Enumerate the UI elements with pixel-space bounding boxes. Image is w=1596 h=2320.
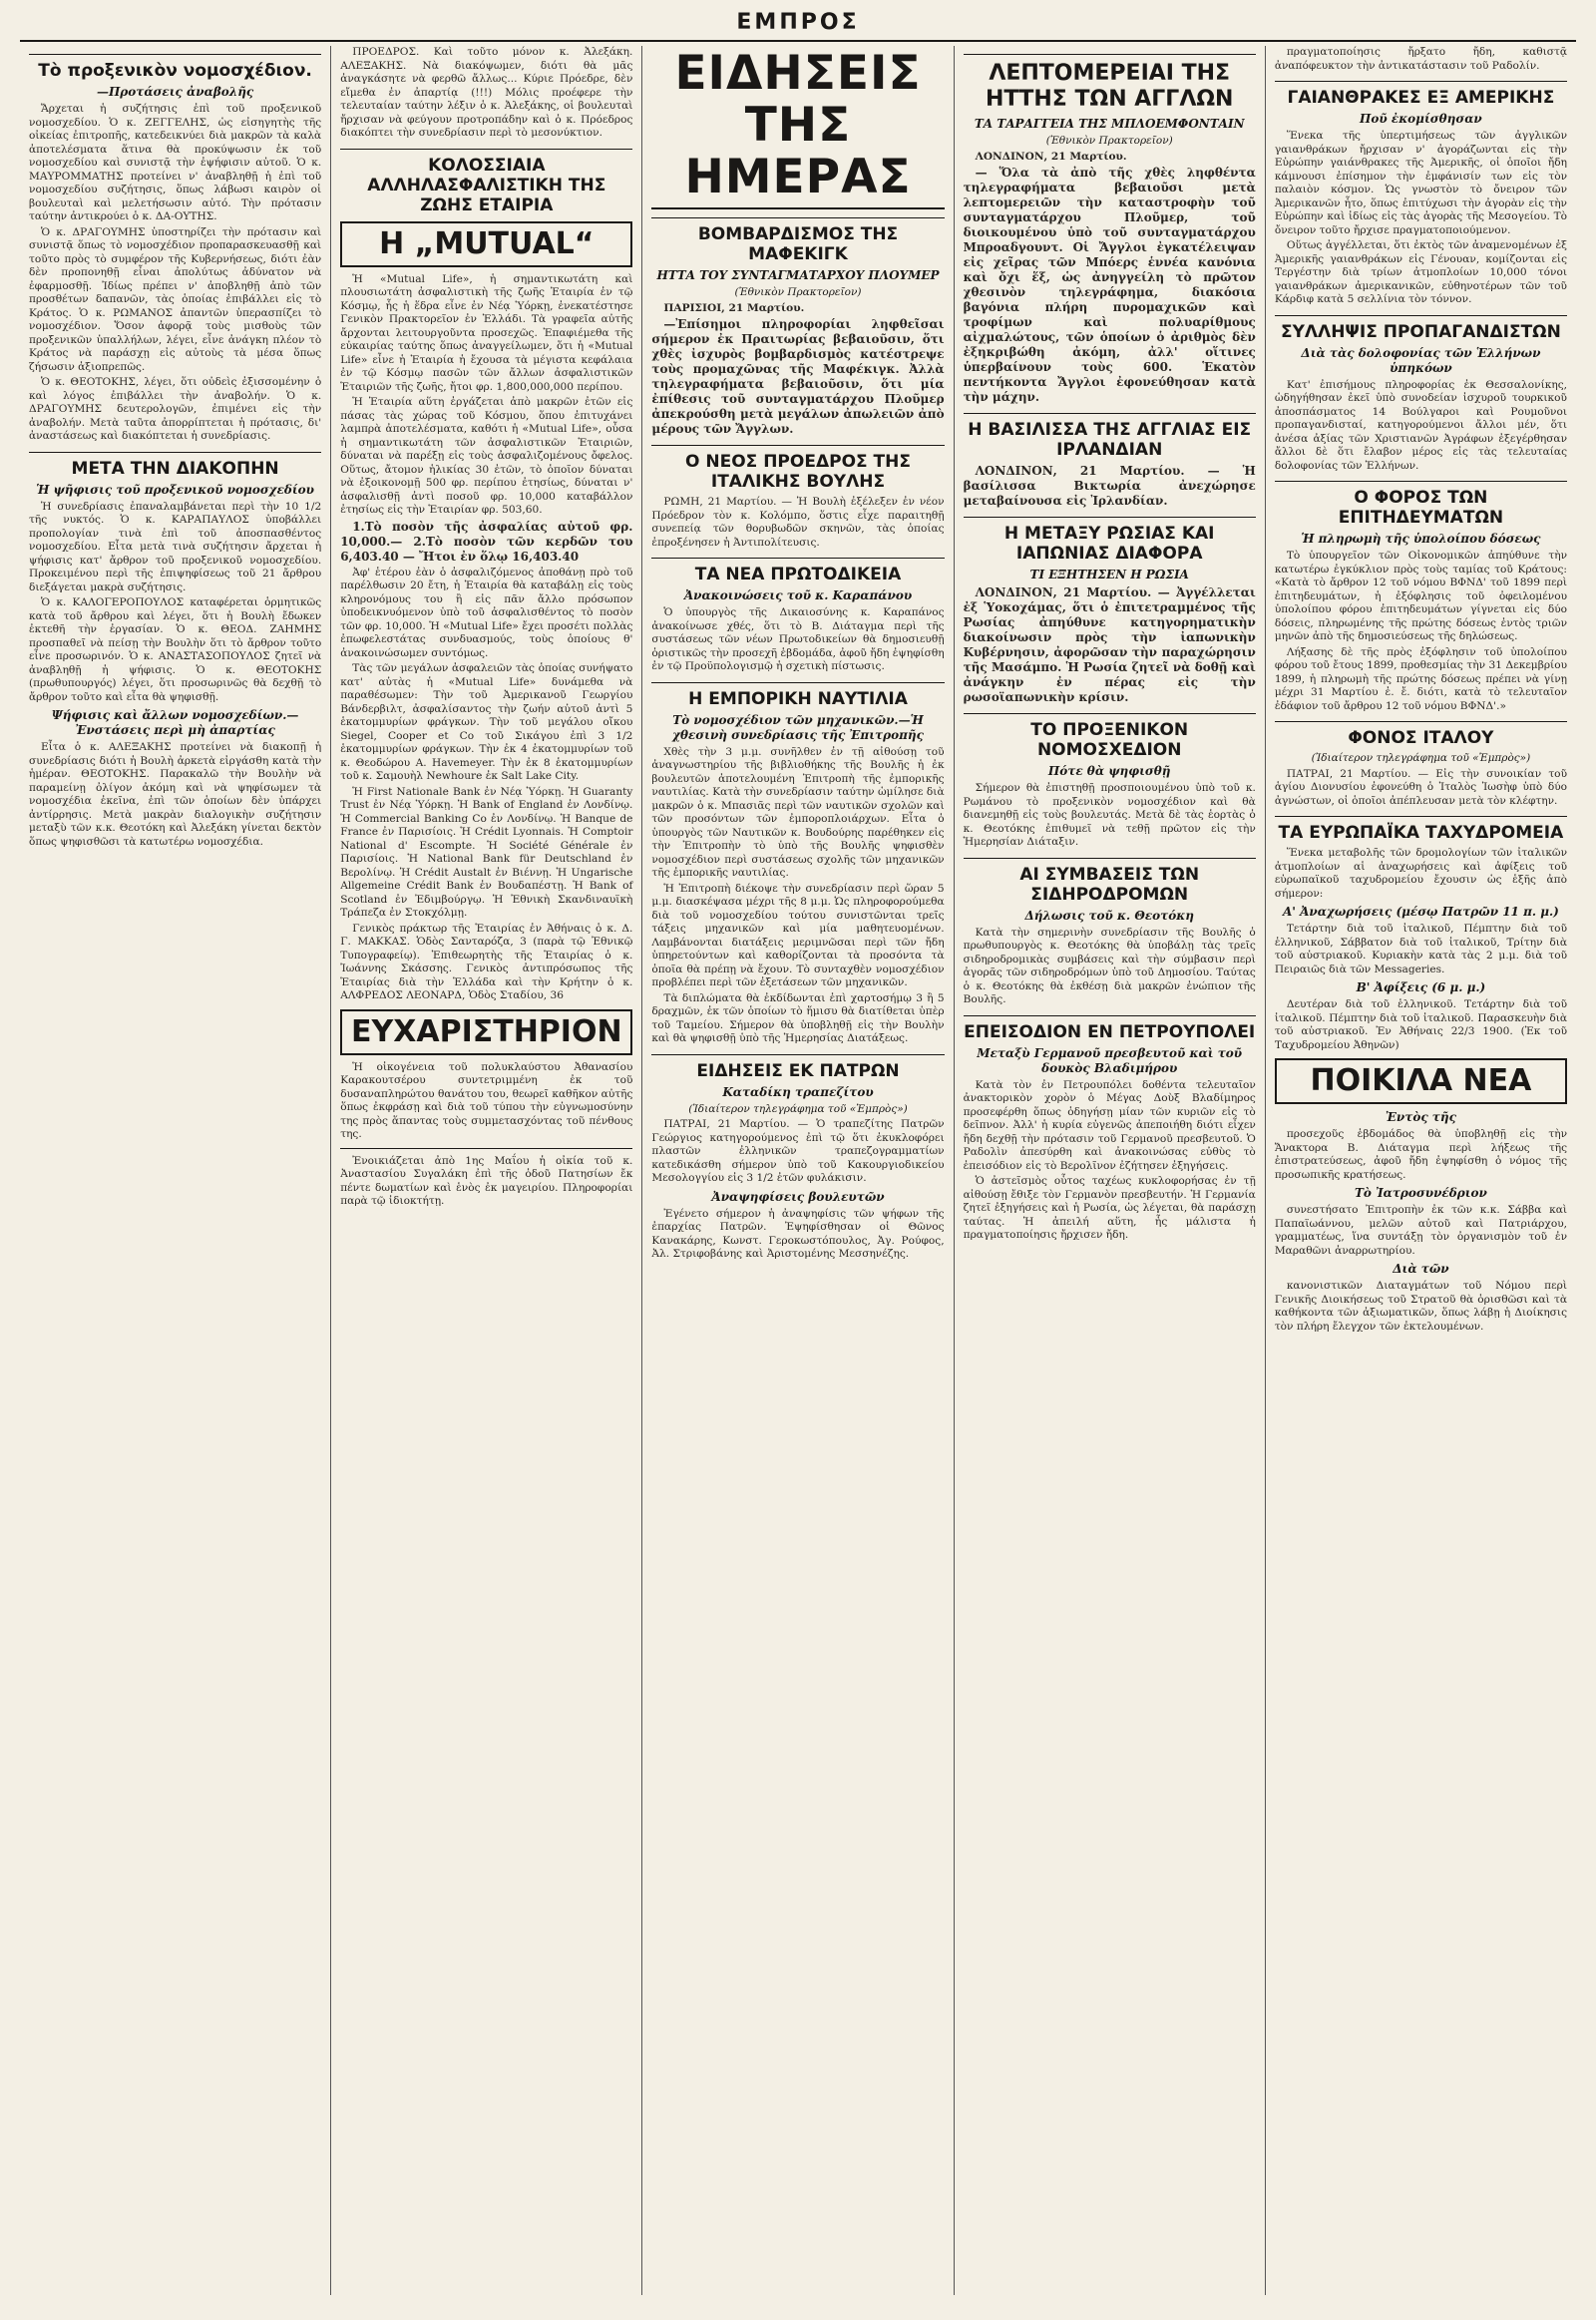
article-text: Τὰ διπλώματα θὰ ἐκδίδωνται ἐπὶ χαρτοσήμῳ 3 ἢ 5 δραχμῶν, ἐκ τῶν ὁποίων τὸ ἥμισυ θὰ διατίθεται ὑπὲρ τοῦ Ταμείου. Σήμερον θὰ ὑποβληθῇ εἰς τὴν Βουλὴν καὶ θὰ ψηφισθῇ ὑπὸ τῆς Ἡμερησίας Διατάξεως. — [651, 991, 945, 1044]
article-text: Τετάρτην διὰ τοῦ ἰταλικοῦ, Πέμπτην διὰ τοῦ ἑλληνικοῦ, Σάββατον διὰ τοῦ ἰταλικοῦ, Τρίτην διὰ τοῦ αὐστριακοῦ. Κυριακὴν κατὰ τὰς 2 μ.μ. διὰ τοῦ Πειραιῶς διὰ τῶν Messageries. — [1274, 923, 1568, 975]
article-text: Τὸ ὑπουργεῖον τῶν Οἰκονομικῶν ἀπηύθυνε τὴν κατωτέρω ἐγκύκλιον πρὸς τοὺς ταμίας τοῦ Κράτους: «Κατὰ τὸ ἄρθρον 12 τοῦ νόμου ΒΦΝΔ' τοῦ 1899 περὶ ἐπιτηδευμάτων, ἡ ἐξόφλησις τοῦ ὀφειλομένου ὑπολοίπου φόρου ἐπιτηδευμάτων γίγνεται εἰς δύο δόσεις, πληρωμένης τῆς πρώτης δόσεως ἐντὸς τριῶν μηνῶν ἀπὸ τῆς δημοσιεύσεως τῆς δηλώσεως. — [1274, 550, 1568, 642]
article-text: προσεχοῦς ἑβδομάδος θὰ ὑποβληθῇ εἰς τὴν Ἄνακτορα Β. Διάταγμα περὶ λήξεως τῆς ἐπιστρατεύσεως, ἀφοῦ ἤδη ἐψηφίσθη ὁ νόμος τῆς προσωπικῆς κρατήσεως. — [1274, 1128, 1568, 1181]
source-line: (Ἰδιαίτερον τηλεγράφημα τοῦ «Ἐμπρὸς») — [1311, 752, 1531, 764]
article-text: ΠΡΟΕΔΡΟΣ. Καὶ τοῦτο μόνον κ. Ἀλεξάκη. ΑΛΕΞΑΚΗΣ. Νὰ διακόψωμεν, διότι θὰ μᾶς ἀναγκάσητε νὰ φερθῶ ἄλλως... Κύριε Πρόεδρε, δὲν εἴμεθα ἐν ἀπαρτίᾳ (!!!) Μόλις προέφερε τὴν τελευταίαν ταύτην λέξιν ὁ κ. Ἀλεξάκης, οἱ βουλευταὶ ἤρχισαν νὰ φεύγουν προτροπάδην καὶ ὁ κ. Πρόεδρος διακόπτει τὴν συνεδρίασιν περὶ τὸ μεσονύκτιον. — [340, 46, 633, 139]
headline: ΓΑΙΑΝΘΡΑΚΕΣ ΕΞ ΑΜΕΡΙΚΗΣ — [1275, 81, 1567, 108]
subheadline: Διὰ τὰς δολοφονίας τῶν Ἑλλήνων ὑπηκόων — [1301, 345, 1541, 375]
subheadline: Δήλωσις τοῦ κ. Θεοτόκη — [1024, 908, 1194, 923]
columns — [20, 46, 1576, 2295]
column-3 — [642, 46, 954, 2295]
article-text: Ὁ ἀστεῖσμὸς οὗτος ταχέως κυκλοφορήσας ἐν τῇ αἰθούσῃ ἔθιξε τὸν Γερμανὸν πρεσβευτήν. Ἡ Γερμανία ζητεῖ ἐξηγήσεις καὶ ἡ Ρωσία, ὡς λέγεται, θὰ παράσχῃ ταύτας. Ἡ ἀπειλή αὕτη, ἧς μάλιστα ἡ πραγματοποίησις ἤρχισεν ἤδη. — [963, 1175, 1256, 1241]
article-text: ΡΩΜΗ, 21 Μαρτίου. — Ἡ Βουλὴ ἐξέλεξεν ἐν νέον Πρόεδρον τὸν κ. Κολόμπο, ὅστις εἶχε παραιτηθῇ συνεπείᾳ τῶν θορυβωδῶν σκηνῶν, τὰς ὁποίας ἐπροξένησεν ἡ Ἀντιπολίτευσις. — [651, 496, 945, 549]
headline: ΦΟΝΟΣ ΙΤΑΛΟΥ — [1275, 721, 1567, 748]
headline: ΤΑ ΕΥΡΩΠΑΪΚΑ ΤΑΧΥΔΡΟΜΕΙΑ — [1275, 816, 1567, 843]
article-text: Κατ' ἐπισήμους πληροφορίας ἐκ Θεσσαλονίκης, ὡδηγήθησαν ἐκεῖ ὑπὸ συνοδείαν ἰσχυροῦ τουρκικοῦ ἀποσπάσματος 14 Βούλγαροι καὶ Ρουμοῦνοι προπαγανδισταί, κατηγορούμενοι ἄλλοι μέν, ὅτι ἀνέσα ἀξίας τῶν Χριστιανῶν Ἀγράφων ἐξεγέρθησαν ἄλλοι δὲ ὅτι ἔλαβον μέρος εἰς τὰς τελευταίας δολοφονίας τῶν Ἑλλήνων. — [1274, 378, 1568, 472]
source-line: (Ἰδιαίτερον τηλεγράφημα τοῦ «Ἐμπρὸς») — [688, 1102, 908, 1115]
article-text: Ἄρχεται ἡ συζήτησις ἐπὶ τοῦ προξενικοῦ νομοσχεδίου. Ὁ κ. ΖΕΓΓΕΛΗΣ, ὡς εἰσηγητὴς τῆς οἰκείας ἐπιτροπῆς, κατεδεικνύει διὰ μακρῶν τὰ καλὰ ἀποτελέσματα ἅτινα θὰ προκύψωσιν ἐκ τοῦ νομοσχεδίου καὶ συνιστᾷ τὴν ἐψήφισιν αὐτοῦ. Ὁ κ. ΜΑΥΡΟΜΜΑΤΗΣ προτείνει ν' ἀναβληθῇ ἡ ἐπὶ τοῦ νομοσχεδίου συζήτησις, ὅπως λάβωσι καιρὸν οἱ βουλευταὶ καὶ μελετήσωσιν αὐτό. Τὴν πρότασιν ταύτην ἀντικρούει ὁ κ. ΔΑ-ΟΥΤΗΣ. — [29, 103, 322, 222]
dateline: ΛΟΝΔΙΝΟΝ, 21 Μαρτίου. — [975, 150, 1127, 163]
article-text: Ἀφ' ἑτέρου ἐὰν ὁ ἀσφαλιζόμενος ἀποθάνῃ πρὸ τοῦ παρέλθωσιν 20 ἔτη, ἡ Ἑταιρία θὰ καταβάλῃ εἰς τοὺς κληρονόμους του ἢ εἰς πᾶν ἄλλο πρόσωπον ὑποδεικνυόμενον ὑπὸ τοῦ ἀσφαλισθέντος τὸ ποσὸν τῶν φρ. 10,000. Ἡ «Mutual Life» ἔχει προσέτι πολλὰς ἐπωφελεστάτας συνδυασμούς, τοὺς ὁποίους θ' ἀνακοινώσωμεν συντόμως. — [340, 566, 633, 659]
source-line: (Ἐθνικὸν Πρακτορεῖον) — [1045, 135, 1173, 147]
headline: Ο ΝΕΟΣ ΠΡΟΕΔΡΟΣ ΤΗΣ ΙΤΑΛΙΚΗΣ ΒΟΥΛΗΣ — [651, 445, 944, 492]
subheadline: Τὸ νομοσχέδιον τῶν μηχανικῶν.—Ἡ χθεσινὴ συνεδρίασις τῆς Ἐπιτροπῆς — [672, 712, 924, 742]
source-line: (Ἐθνικὸν Πρακτορεῖον) — [734, 286, 862, 298]
article-text: Ἡ Ἑταιρία αὕτη ἐργάζεται ἀπὸ μακρῶν ἐτῶν εἰς πάσας τὰς χώρας τοῦ Κόσμου, ὅπου ἐπιτυχάνει λαμπρὰ ἀποτελέσματα, καθότι ἡ «Mutual Life», οὖσα ἡ σημαντικωτάτη τῶν ἀσφαλιστικῶν Ἑταιριῶν, δύναται νὰ παρέξῃ εἰς τοὺς ἀσφαλιζομένους ὄφελος. Οὕτως, ἄτομον ἡλικίας 30 ἐτῶν, τὸ ὁποῖον δύναται νὰ ἐξοικονομῇ 500 φρ. περίπου ἐτησίως, δύναται ν' ἀσφαλισθῇ ἀντὶ ποσοῦ φρ. 10,000 καταβάλλον ἐτησίως εἰς τὴν Ἑταιρίαν φρ. 503,60. — [340, 396, 633, 516]
subheadline: —Προτάσεις ἀναβολῆς — [96, 85, 254, 99]
article-text: Τὰς τῶν μεγάλων ἀσφαλειῶν τὰς ὁποίας συνήψατο κατ' αὐτὰς ἡ «Mutual Life» δυνάμεθα νὰ παραθέσωμεν: Τὴν τοῦ Ἀμερικανοῦ Γεωργίου Βάνδερβιλτ, ἀσφαλίσαντος τὴν ζωήν αὐτοῦ ἀντὶ 5 ἑκατομμυρίων φράγκων. Τὴν τοῦ μεγάλου οἴκου Siegel, Cooper et Co τοῦ Σικάγου ἐπὶ 3 1/2 ἑκατομμυρίων φράγκων. Τὴν ἐκ 4 ἑκατομμυρίων τοῦ κ. Θεοδώρου A. Havemeyer. Τὴν ἐκ 8 ἑκατομμυρίων τοῦ κ. Σαμουὴλ Newhoure ἐκ Salt Lake City. — [340, 662, 633, 782]
article-text: Κατὰ τὸν ἐν Πετρουπόλει δοθέντα τελευταῖον ἀνακτορικὸν χορὸν ὁ Μέγας Δοὺξ Βλαδίμηρος προσεφέρθη ὅπως ὁδηγήσῃ μίαν τῶν κυριῶν εἰς τὸ δεῖπνον. Ἀλλ' ἡ κυρία εὐγενῶς ἀπεποιήθη διότι εἶχεν ἤδη δεχθῇ τὴν πρότασιν τοῦ Γερμανοῦ πρεσβευτοῦ. Ὁ Ραδολὶν ἀπεσύρθη καὶ ἀνακοινώσας εὐθὺς τὸ ἐπεισόδιον εἰς τὸ Βερολῖνον ἐζήτησεν ἐξηγήσεις. — [963, 1078, 1256, 1172]
subheadline: ΤΙ ΕΞΗΤΗΣΕΝ Η ΡΩΣΙΑ — [1029, 568, 1189, 581]
article-text: Ὁ κ. ΔΡΑΓΟΥΜΗΣ ὑποστηρίζει τὴν πρότασιν καὶ συνιστᾷ ὅπως τὸ νομοσχέδιον προπαρασκευασθῇ καὶ τοῦτο πρὸς τὸ συμφέρον τῆς Κυβερνήσεως, διότι ἐὰν δὲν προπονηθῇ εἶναι ἀπολύτως ἀδύνατον νὰ ἐφαρμοσθῇ. Ἰδίως πρέπει ν' ἀποβληθῇ ἀπὸ τῶν προσθέτων δαπανῶν, τὰς ὁποίας ἐπιβάλλει εἰς τὸ Κράτος. Ὁ κ. ΡΩΜΑΝΟΣ ἀπαντῶν ὑπερασπίζει τὸ νομοσχέδιον. Ὅσον ἀφορᾷ τοὺς μισθοὺς τῶν προξενικῶν ὑπαλλήλων, λέγει, εἶνε ἀνάγκη πλέον τὸ Κράτος νὰ παράσχῃ εἰς αὐτοὺς τὰ μέσα ὅπως ζήσωσιν ἀξιοπρεπῶς. — [29, 225, 322, 373]
article-text: Ἡ συνεδρίασις ἐπαναλαμβάνεται περὶ τὴν 10 1/2 τῆς νυκτός. Ὁ κ. ΚΑΡΑΠΑΥΛΟΣ ὑποβάλλει προπολογίαν τινὰ ἐπὶ τοῦ ἀποσπασθέντος νομοσχεδίου. Εἶτα μετὰ τινὰ συζήτησιν ἄρχεται ἡ ψήφισις κατ' ἄρθρον τοῦ προξενικοῦ νομοσχεδίου. Προκειμένου περὶ τῆς ἐπιψηφίσεως τοῦ 21 ἄρθρου διεξάγεται μακρὰ συζήτησις. — [29, 500, 322, 593]
subheadline: Καταδίκη τραπεζίτου — [722, 1084, 874, 1099]
headline: Η ΜΕΤΑΞΥ ΡΩΣΙΑΣ ΚΑΙ ΙΑΠΩΝΙΑΣ ΔΙΑΦΟΡΑ — [964, 517, 1256, 564]
article-text: Δευτέραν διὰ τοῦ ἑλληνικοῦ. Τετάρτην διὰ τοῦ ἰταλικοῦ. Πέμπτην διὰ τοῦ ἰταλικοῦ. Παρασκευὴν διὰ τοῦ αὐστριακοῦ. Ἐν Ἀθήναις 22/3 1900. (Ἐκ τοῦ Ταχυδρομείου Ἀθηνῶν) — [1274, 998, 1568, 1051]
article-text: Ὁ κ. ΚΑΛΟΓΕΡΟΠΟΥΛΟΣ καταφέρεται ὁρμητικῶς κατὰ τοῦ ἄρθρου καὶ λέγει, ὅτι ἡ Βουλὴ ἔδωκεν ἐκτεθῆ τὴν ἐργασίαν. Ὁ κ. ΘΕΟΔ. ΖΑΗΜΗΣ προσπαθεῖ νὰ πείσῃ τὴν Βουλὴν ὅτι τὸ ἄρθρον τοῦτο εἶνε προσωρινόν. Ὁ κ. ΑΝΑΣΤΑΣΟΠΟΥΛΟΣ ζητεῖ νὰ ἀναβληθῇ ἡ ψήφισις. Ὁ κ. ΘΕΟΤΟΚΗΣ (πρωθυπουργός) λέγει, ὅτι προσωρινῶς θὰ δεχθῇ τὸ ἄρθρον τοῦτο καὶ εἶτα θὰ ψηφισθῇ. — [29, 596, 322, 703]
headline: Ο ΦΟΡΟΣ ΤΩΝ ΕΠΙΤΗΔΕΥΜΑΤΩΝ — [1275, 481, 1567, 528]
subheadline: Ψήφισις καὶ ἄλλων νομοσχεδίων.—Ἐνστάσεις περὶ μὴ ἀπαρτίας — [51, 708, 299, 737]
headline: ΜΕΤΑ ΤΗΝ ΔΙΑΚΟΠΗΝ — [29, 452, 321, 479]
notice-title: ΕΥΧΑΡΙΣΤΗΡΙΟΝ — [340, 1009, 632, 1055]
dateline: ΠΑΡΙΣΙΟΙ, 21 Μαρτίου. — [663, 301, 805, 314]
article-text: Ἡ Ἐπιτροπὴ διέκοψε τὴν συνεδρίασιν περὶ ὥραν 5 μ.μ. διασκέψασα μέχρι τῆς 8 μ.μ. Ὡς πληροφορούμεθα διὰ τοῦ νομοσχεδίου τούτου συνιστῶνται τρεῖς τάξεις μηχανικῶν καὶ μία μαθητευομένων. Λαμβάνονται διατάξεις μεριμνῶσαι περὶ τῶν ἤδη ὑπηρετούντων καὶ καθορίζονται τὰ προσόντα τὰ ὁποῖα θὰ πρέπῃ νὰ ἔχουν. Τὸ συνταχθὲν νομοσχέδιον προβλέπει περὶ τῶν ἐξετάσεων τῶν μηχανικῶν. — [651, 882, 945, 988]
column-4 — [955, 46, 1266, 2295]
article-text: Ἡ First Nationale Bank ἐν Νέᾳ Ὑόρκῃ. Ἡ Guaranty Trust ἐν Νέᾳ Ὑόρκῃ. Ἡ Bank of England ἐν Λονδίνῳ. Ἡ Commercial Banking Co ἐν Λονδίνῳ. Ἡ Banque de France ἐν Παρισίοις. Ἡ Crédit Lyonnais. Ἡ Comptoir National d' Escompte. Ἡ Société Générale ἐν Παρισίοις. Ἡ National Bank für Deutschland ἐν Βερολίνῳ. Ἡ Crédit Austalt ἐν Βιέννῃ. Ἡ Ungarische Allgemeine Crédit Bank ἐν Βουδαπέστῃ. Ἡ Bank of Scotland ἐν Ἐδιμβούργῳ. Ἡ Ἐθνικὴ Σκανδιναυϊκὴ Τράπεζα ἐν Στοκχόλμῃ. — [340, 785, 633, 919]
subheadline: Πότε θὰ ψηφισθῇ — [1047, 764, 1171, 778]
article-text: Σήμερον θὰ ἐπιστηθῇ προσποιουμένου ὑπὸ τοῦ κ. Ρωμάνου τὸ προξενικὸν νομοσχέδιον καὶ θὰ διανεμηθῇ εἰς τοὺς βουλευτάς. Μετὰ δὲ τὰς ἑορτὰς ὁ κ. Θεοτόκης ἐπιθυμεῖ νὰ τεθῇ πρῶτον εἰς τὴν Ἡμερησίαν Διάταξιν. — [963, 782, 1256, 848]
article-text: Ἕνεκα τῆς ὑπερτιμήσεως τῶν ἀγγλικῶν γαιανθράκων ἤρχισαν ν' ἀγοράζωνται εἰς τὴν Εὐρώπην γαιάνθρακες τῆς Ἀμερικῆς, οἱ ὁποῖοι ἤδη κάμνουσι ἐπίσημον τὴν ἐμφάνισίν των εἰς τὸν παλαιὸν κόσμον. Ὡς γνωστὸν τὸ ὄνειρον τῶν Ἀμερικανῶν ἦτο, ὅπως ἐπιτύχωσι τὴν ἀγορὰν εἰς τὴν Εὐρώπην καὶ ἰδίως εἰς τὰς ἀγορὰς τῆς Μεσογείου. Τὸ ὄνειρον τοῦτο ἤρχισε πραγματοποιούμενον. — [1274, 130, 1568, 236]
article-text: Ἐγένετο σήμερον ἡ ἀναψηφίσις τῶν ψήφων τῆς ἐπαρχίας Πατρῶν. Ἐψηφίσθησαν οἱ Θῶνος Κανακάρης, Κωνστ. Γεροκωστόπουλος, Ἀγ. Ρούφος, Ἀλ. Στριφοβάνης καὶ Ἀριστομένης Μεσσηνέζης. — [651, 1207, 945, 1260]
article-text: ΛΟΝΔΙΝΟΝ, 21 Μαρτίου. — Ἡ βασίλισσα Βικτωρία ἀνεχώρησε μεταβαίνουσα εἰς Ἰρλανδίαν. — [963, 464, 1256, 508]
subheadline: Ἀναψηφίσεις βουλευτῶν — [711, 1189, 885, 1204]
article-text: Ἡ οἰκογένεια τοῦ πολυκλαύστου Ἀθανασίου Καρακουτσέρου συντετριμμένη ἐκ τοῦ δυσαναπληρώτου θανάτου του, θεωρεῖ καθῆκον αὐτῆς ὅπως ἐκφράσῃ καὶ διὰ τοῦ τύπου τὴν εὐγνωμοσύνην της πρὸς ἅπαντας τοὺς συμμετασχόντας τοῦ πένθους της. — [340, 1060, 633, 1140]
headline: ΑΙ ΣΥΜΒΑΣΕΙΣ ΤΩΝ ΣΙΔΗΡΟΔΡΟΜΩΝ — [964, 858, 1256, 905]
subheadline: ΗΤΤΑ ΤΟΥ ΣΥΝΤΑΓΜΑΤΑΡΧΟΥ ΠΛΟΥΜΕΡ — [656, 268, 940, 282]
headline: Τὸ προξενικὸν νομοσχέδιον. — [29, 54, 321, 81]
subheadline: Ποῦ ἐκομίσθησαν — [1360, 112, 1482, 126]
page-header — [20, 10, 1576, 42]
column-5 — [1266, 46, 1576, 2295]
article-text: συνεστήσατο Ἐπιτροπὴν ἐκ τῶν κ.κ. Σάββα καὶ Παπαϊωάννου, μελῶν αὐτοῦ καὶ Πατριάρχου, γραμματέως, ἵνα συντάξῃ τὸν ὀργανισμὸν τοῦ ἐν Μαραθῶνι ἀναρρωτηρίου. — [1274, 1204, 1568, 1257]
headline: Η ΒΑΣΙΛΙΣΣΑ ΤΗΣ ΑΓΓΛΙΑΣ ΕΙΣ ΙΡΛΑΝΔΙΑΝ — [964, 413, 1256, 460]
advert-title: Η „MUTUAL“ — [340, 221, 632, 267]
subheadline: Μεταξὺ Γερμανοῦ πρεσβευτοῦ καὶ τοῦ δουκὸς Βλαδιμήρου — [977, 1045, 1243, 1075]
subheadline: Ἡ πληρωμὴ τῆς ὑπολοίπου δόσεως — [1301, 532, 1541, 546]
article-text: Λήξασης δὲ τῆς πρὸς ἐξόφλησιν τοῦ ὑπολοίπου φόρου τοῦ ἔτους 1899, προθεσμίας τὴν 31 Δεκεμβρίου 1899, ἡ πληρωμὴ τῆς πρώτης δόσεως πρέπει νὰ γίνῃ μέχρι 31 Μαρτίου ἐ. ἔ. διότι, κατὰ τὸ τελευταῖον ἐδάφιον τοῦ ἄρθρου 12 τοῦ νόμου ΒΦΝΔ'.» — [1274, 645, 1568, 712]
column-1 — [20, 46, 331, 2295]
article-text: πραγματοποίησις ἤρξατο ἤδη, καθιστᾷ ἀναπόφευκτον τὴν ἀντικατάστασιν τοῦ Ραδολίν. — [1274, 46, 1568, 72]
headline: ΚΟΛΟΣΣΙΑΙΑ ΑΛΛΗΛΑΣΦΑΛΙΣΤΙΚΗ ΤΗΣ ΖΩΗΣ ΕΤΑΙΡΙΑ — [340, 149, 632, 215]
subheadline: Α' Ἀναχωρήσεις (μέσῳ Πατρῶν 11 π. μ.) — [1282, 905, 1559, 919]
headline: ΣΥΛΛΗΨΙΣ ΠΡΟΠΑΓΑΝΔΙΣΤΩΝ — [1275, 315, 1567, 342]
article-text: Γενικὸς πράκτωρ τῆς Ἑταιρίας ἐν Ἀθήναις ὁ κ. Δ. Γ. ΜΑΚΚΑΣ. Ὁδὸς Σανταρόζα, 3 (παρὰ τῷ Ἐθνικῷ Τυπογραφείῳ). Ἐπιθεωρητὴς τῆς Ἑταιρίας ὁ κ. Ἰωάννης Σκάσσης. Γενικὸς ἀντιπρόσωπος τῆς Ἑταιρίας διὰ τὴν Ἑλλάδα καὶ τὴν Κρήτην ὁ κ. ΑΛΦΡΕΔΟΣ ΛΕΟΝΑΡΔ, Ὁδὸς Σταδίου, 36 — [340, 922, 633, 1001]
subheadline: Τὸ Ἰατροσυνέδριον — [1354, 1186, 1487, 1200]
subheadline: Β' Ἀφίξεις (6 μ. μ.) — [1356, 980, 1486, 994]
headline: ΤΟ ΠΡΟΞΕΝΙΚΟΝ ΝΟΜΟΣΧΕΔΙΟΝ — [964, 713, 1256, 760]
headline: ΛΕΠΤΟΜΕΡΕΙΑΙ ΤΗΣ ΗΤΤΗΣ ΤΩΝ ΑΓΓΛΩΝ — [964, 54, 1256, 113]
article-text: ΛΟΝΔΙΝΟΝ, 21 Μαρτίου. — Ἀγγέλλεται ἐξ Ὑοκοχάμας, ὅτι ὁ ἐπιτετραμμένος τῆς Ρωσίας ἀπηύθυνε κατηγορηματικὴν διακοίνωσιν πρὸς τὴν ἰαπωνικὴν Κυβέρνησιν, ἀφορῶσαν τὴν παραχώρησιν τῆς Μασάμπο. Ἡ Ρωσία ζητεῖ νὰ δοθῇ καὶ ἀνάγκην ἐν πέρας εἰς τὴν ρωσοϊαπωνικὴν κρίσιν. — [963, 585, 1256, 704]
headline: Η ΕΜΠΟΡΙΚΗ ΝΑΥΤΙΛΙΑ — [651, 682, 944, 709]
article-text: ΠΑΤΡΑΙ, 21 Μαρτίου. — Ὁ τραπεζίτης Πατρῶν Γεώργιος κατηγορούμενος ἐπὶ τῷ ὅτι ἐκυκλοφόρει πλαστῶν ἐλληνικῶν τραπεζογραμματίων κατεδικάσθη σήμερον ὑπὸ τοῦ Κακουργιοδικείου Μεσολογγίου εἰς 3 1/2 ἐτῶν φυλάκισιν. — [651, 1118, 945, 1184]
article-text: — Ὅλα τὰ ἀπὸ τῆς χθὲς ληφθέντα τηλεγραφήματα βεβαιοῦσι μετὰ λεπτομερειῶν τὴν καταστροφὴν τοῦ συνταγματάρχου Πλοῦμερ, τοῦ διοικουμένου ὑπὸ τοῦ συνταγματάρχου Μπροαδγουντ. Οἱ Ἄγγλοι ἐγκατέλειψαν εἰς χεῖρας τῶν Μπόερς ἑννέα κανόνια καὶ ὄχι ἕξ, ὡς ἀνηγγείλη τὸ πρῶτον χθεσινὸν τηλεγράφημα, διακόσια βαγόνια πλήρη πυρομαχικῶν καὶ τροφίμων καὶ πολυαρίθμους αἰχμαλώτους, τῶν ὁποίων ὁ ἀριθμὸς δὲν ἐξηκριβώθη ἀκόμη, ἀλλ' οἵτινες ὑπερβαίνουν τοὺς 600. Ἑκατὸν πεντήκοντα Ἄγγλοι ἐφονεύθησαν κατὰ τὴν μάχην. — [963, 166, 1256, 404]
section-title-box: ΠΟΙΚΙΛΑ ΝΕΑ — [1275, 1058, 1567, 1104]
section-title: ΕΙΔΗΣΕΙΣ ΤΗΣ ΗΜΕΡΑΣ — [651, 48, 944, 209]
article-text: Ἡ «Mutual Life», ἡ σημαντικωτάτη καὶ πλουσιωτάτη ἀσφαλιστικὴ τῆς ζωῆς Ἑταιρία ἐν τῷ Κόσμῳ, ἧς ἡ ἕδρα εἶνε ἐν Νέᾳ Ὑόρκῃ, ἐνεκατέστησε Γενικὸν Πρακτορεῖον ἐν Ἑλλάδι. Τὰ γραφεῖα αὐτῆς ἄρχονται λειτουργοῦντα προσεχῶς. Ἐπαφιέμεθα τῆς εὐκαιρίας ταύτης ὅπως ἀναγγείλωμεν, ὅτι ἡ «Mutual Life» εἶνε ἡ Ἑταιρία ἡ ἔχουσα τὰ μέγιστα κεφάλαια ἐν τῷ Κόσμῳ πασῶν τῶν ἄλλων ἀσφαλιστικῶν Ἑταιριῶν τῆς ζωῆς, ἤτοι φρ. 1,800,000,000 περίπου. — [340, 272, 633, 393]
headline: ΒΟΜΒΑΡΔΙΣΜΟΣ ΤΗΣ ΜΑΦΕΚΙΓΚ — [651, 217, 944, 264]
headline: ΕΙΔΗΣΕΙΣ ΕΚ ΠΑΤΡΩΝ — [651, 1054, 944, 1081]
column-2 — [331, 46, 642, 2295]
article-text: —Ἐπίσημοι πληροφορίαι ληφθεῖσαι σήμερον ἐκ Πραιτωρίας βεβαιοῦσιν, ὅτι χθὲς ἰσχυρὸς βομβαρδισμὸς κατέστρεψε τοὺς προμαχῶνας τῆς Μαφέκιγκ. Ἀλλὰ τηλεγραφήματα βεβαιοῦσιν, ὅτι μία ἐπίθεσις τοῦ συνταγματάρχου Πλοῦμερ ἀπεκρούσθη μετὰ μεγάλων ἀπωλειῶν ἀπὸ μέρους τῶν Ἄγγλων. — [651, 317, 945, 436]
headline: ΤΑ ΝΕΑ ΠΡΩΤΟΔΙΚΕΙΑ — [651, 558, 944, 584]
subheadline: Ἐντὸς τῆς — [1385, 1110, 1456, 1124]
newspaper-page — [20, 10, 1576, 2294]
article-text: Ὁ ὑπουργὸς τῆς Δικαιοσύνης κ. Καραπάνος ἀνακοίνωσε χθές, ὅτι τὸ Β. Διάταγμα περὶ τῆς συστάσεως τῶν νέων Πρωτοδικείων θὰ δημοσιευθῇ ὁριστικῶς τὴν προσεχῆ ἑβδομάδα, ἀφοῦ ἤδη ἐψηφίσθη ἐν τῷ Προϋπολογισμῷ ἡ σχετικὴ πίστωσις. — [651, 606, 945, 672]
subheadline: Διὰ τῶν — [1393, 1262, 1449, 1276]
masthead-title: ΕΜΠΡΟΣ — [736, 10, 860, 35]
article-text: κανονιστικῶν Διαταγμάτων τοῦ Νόμου περὶ Γενικῆς Διοικήσεως τοῦ Στρατοῦ θὰ ὁρισθῶσι καὶ τὰ καθήκοντα τῶν ἀξιωματικῶν, ὅπως λάβῃ ἡ Διοίκησις τὸν πλήρη ἔλεγχον τῶν ἐκτελουμένων. — [1274, 1280, 1568, 1333]
subheadline: Ἡ ψῆφισις τοῦ προξενικοῦ νομοσχεδίου — [36, 482, 314, 497]
article-text: ΠΑΤΡΑΙ, 21 Μαρτίου. — Εἰς τὴν συνοικίαν τοῦ ἁγίου Διονυσίου ἐφονεύθη ὁ Ἰταλὸς Ἰωσὴφ ὑπὸ δύο ἀγνώστων, οἱ ὁποῖοι ἀπέπλευσαν μετὰ τὸν κλέφτην. — [1274, 767, 1568, 807]
subheadline: ΤΑ ΤΑΡΑΓΓΕΙΑ ΤΗΣ ΜΠΛΟΕΜΦΟΝΤΑΙΝ — [974, 117, 1245, 131]
article-text: 1.Τὸ ποσὸν τῆς ἀσφαλίας αὐτοῦ φρ. 10,000.— 2.Τὸ ποσὸν τῶν κερδῶν του 6,403.40 — Ἤτοι ἐν ὅλῳ 16,403.40 — [340, 519, 633, 564]
article-text: Κατὰ τὴν σημερινὴν συνεδρίασιν τῆς Βουλῆς ὁ πρωθυπουργὸς κ. Θεοτόκης θὰ ὑποβάλῃ τὰς τρεῖς σιδηροδρομικὰς συμβάσεις καὶ τὴν σύμβασιν περὶ ἀγορᾶς τῶν σιδηροδρόμων ὑπὸ τοῦ Δημοσίου. Ταύτας ὁ κ. Θεοτόκης θὰ ἐκθέσῃ διὰ μακρῶν ἐνώπιον τῆς Βουλῆς. — [963, 926, 1256, 1005]
divider — [340, 1148, 632, 1149]
article-text: Ἕνεκα μεταβολῆς τῶν δρομολογίων τῶν ἰταλικῶν ἀτμοπλοίων αἱ ἀναχωρήσεις καὶ ἀφίξεις τοῦ εὐρωπαϊκοῦ ταχυδρομείου ἔχουσιν ὡς ἑξῆς ἀπὸ σήμερον: — [1274, 847, 1568, 900]
article-text: Χθὲς τὴν 3 μ.μ. συνῆλθεν ἐν τῇ αἰθούσῃ τοῦ ἀναγνωστηρίου τῆς βιβλιοθήκης τῆς Βουλῆς ἡ ἐκ βουλευτῶν ἀποτελουμένη Ἐπιτροπὴ τῆς ἐμπορικῆς ναυτιλίας. Κατὰ τὴν συνεδρίασιν ταύτην ὡμίλησε διὰ μακρῶν ὁ κ. Μπασιᾶς περὶ τῶν ναυτικῶν σχολῶν καὶ τῶν προσόντων τῶν ἐμποροπλοιάρχων. Εἶτα ὁ ὑπουργὸς τῶν Ναυτικῶν κ. Βουδούρης παρέθηκεν εἰς τὴν Ἐπιτροπὴν τὸ ὑπὸ τῆς Βουλῆς ψηφισθὲν νομοσχέδιον περὶ συστάσεως σχολῆς τῶν μηχανικῶν τῆς ἐμπορικῆς ναυτιλίας. — [651, 745, 945, 879]
article-text: Ὁ κ. ΘΕΟΤΟΚΗΣ, λέγει, ὅτι οὐδεὶς ἐξισσομένην ὁ καὶ λόγος ἐπιβάλλει τὴν ἀναβολήν. Ὁ κ. ΔΡΑΓΟΥΜΗΣ δευτερολογῶν, ἐπιμένει εἰς τὴν ἀναβολήν. Μετὰ ταῦτα ἀπορρίπτεται ἡ πρότασις, δι' ἀναστάσεως καὶ διακόπτεται ἡ συνεδρίασις. — [29, 376, 322, 442]
headline: ΕΠΕΙΣΟΔΙΟΝ ΕΝ ΠΕΤΡΟΥΠΟΛΕΙ — [964, 1015, 1256, 1042]
article-text: Οὕτως ἀγγέλλεται, ὅτι ἐκτὸς τῶν ἀναμενομένων ἐξ Ἀμερικῆς γαιανθράκων εἰς Γένουαν, κομίζονται εἰς Τεργέστην διὰ τρίων ἀτμοπλοίων 10,000 τόνοι γαιανθράκων ἀμερικανικῶν, εὐθηνοτέρων τῶν τοῦ Κάρδιφ κατὰ 5 σελλίνια τὸν τόννον. — [1274, 239, 1568, 305]
article-text: Ἐνοικιάζεται ἀπὸ 1ης Μαΐου ἡ οἰκία τοῦ κ. Ἀναστασίου Συγαλάκη ἐπὶ τῆς ὁδοῦ Πατησίων ἔκ πέντε δωματίων καὶ ἑνὸς ἐκ μαγειρίου. Πληροφορίαι παρὰ τῷ ἰδιοκτήτῃ. — [340, 1154, 633, 1207]
subheadline: Ἀνακοινώσεις τοῦ κ. Καραπάνου — [683, 588, 913, 602]
article-text: Εἶτα ὁ κ. ΑΛΕΞΑΚΗΣ προτείνει νὰ διακοπῇ ἡ συνεδρίασις διότι ἡ Βουλὴ ἀρκετὰ εἰργάσθη κατὰ τὴν ἡμέραν. ΘΕΟΤΟΚΗΣ. Παρακαλῶ τὴν Βουλὴν νὰ παραμείνῃ ὀλίγον ἀκόμη καὶ νὰ ψηφίσωμεν τὰ νομοσχέδια ἐκεῖνα, ἐπὶ τῶν ὁποίων δὲν ὑπάρχει ἀντίρρησις. Μετὰ μακρὰν διαλογικὴν συζήτησιν μεταξὺ τῶν κ.κ. Θεοτόκη καὶ Ἀλεξάκη γίνεται δεκτὸν ὅπως ψηφισθῶσι τὰ κατωτέρω νομοσχέδια. — [29, 741, 322, 848]
